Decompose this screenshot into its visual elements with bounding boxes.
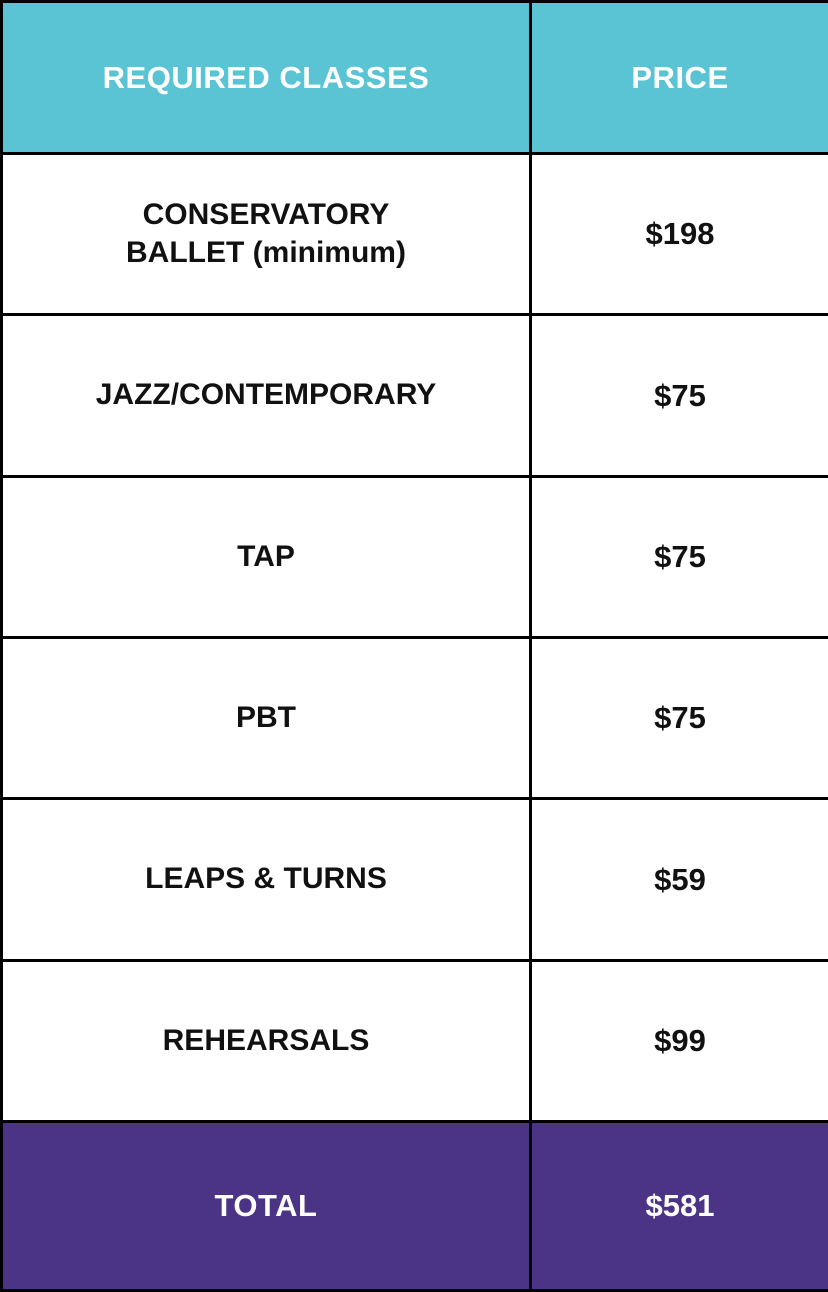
table-header <box>2 2 828 154</box>
table-body <box>2 154 828 1291</box>
class-name-line1: CONSERVATORY <box>142 197 390 231</box>
class-name-cell <box>2 154 531 315</box>
class-price-cell: $59 <box>531 799 828 960</box>
class-price-cell: $75 <box>531 476 828 637</box>
class-price-cell: $75 <box>531 638 828 799</box>
table-row <box>2 960 828 1121</box>
class-name-cell: TAP <box>2 476 531 637</box>
table-row <box>2 476 828 637</box>
class-name-cell: JAZZ/CONTEMPORARY <box>2 315 531 476</box>
total-row <box>2 1122 828 1291</box>
column-header-price: PRICE <box>531 2 828 154</box>
header-row <box>2 2 828 154</box>
class-name-line2: BALLET (minimum) <box>126 236 406 270</box>
total-price: $581 <box>531 1122 828 1291</box>
column-header-required-classes: REQUIRED CLASSES <box>2 2 531 154</box>
class-name-cell: REHEARSALS <box>2 960 531 1121</box>
class-price-cell: $75 <box>531 315 828 476</box>
class-price-cell: $198 <box>531 154 828 315</box>
table-row <box>2 154 828 315</box>
class-name-cell: LEAPS & TURNS <box>2 799 531 960</box>
class-price-cell: $99 <box>531 960 828 1121</box>
table-row <box>2 638 828 799</box>
total-label: TOTAL <box>2 1122 531 1291</box>
class-name-cell: PBT <box>2 638 531 799</box>
table-row <box>2 799 828 960</box>
table-row <box>2 315 828 476</box>
